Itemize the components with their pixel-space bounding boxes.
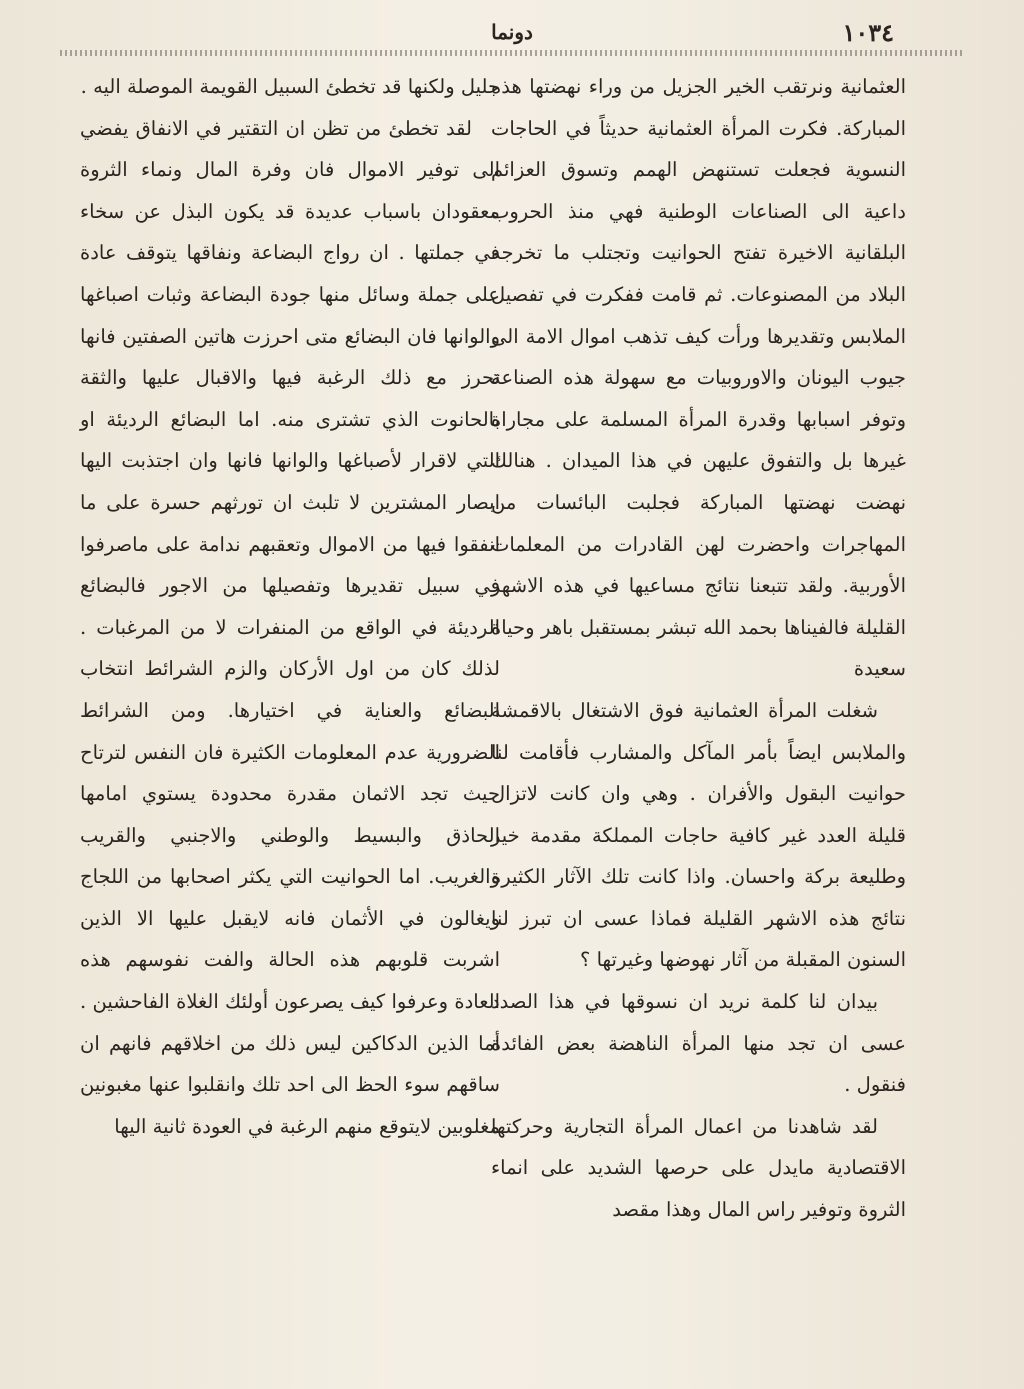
page-number: ١٠٣٤ (842, 18, 894, 47)
paragraph: بيدان لنا كلمة نريد ان نسوقها في هذا الصدد عسى ان تجد منها المرأة الناهضة بعض الفائدة فنقول . (491, 990, 906, 1097)
right-column (491, 66, 906, 1231)
paragraph: لقد تخطئ من تظن ان التقتير في الانفاق يفضي الى توفير الاموال فان وفرة المال ونماء الثروة معقودان باسباب عديدة قد يكون البذل عن سخاء في جملتها . ان رواج البضاعة ونفاقها يتوقف عادة على جملة وسائل منها جودة البضاعة وثبات اصباغها والوانها فان البضائع متى احرزت هاتين الصفتين فانها تحرز مع ذلك الرغبة فيها والاقبال عليها والثقة بالحانوت الذي تشترى منه. اما البضائع الرديئة او التي لاقرار لأصباغها والوانها فانها وان اجتذبت اليها ابصار المشترين لا تلبث ان تورثهم حسرة على ما انفقوا فيها من الاموال وتعقبهم ندامة على ماصرفوا في سبيل تقديرها وتفصيلها من الاجور فالبضائع الرديئة في الواقع من المنفرات لا من المرغبات . لذلك كان من اول الأركان والزم الشرائط انتخاب البضائع والعناية في اختيارها. ومن الشرائط الضرورية عدم المعلومات الكثيرة فان النفس لترتاح حيث تجد الاثمان مقدرة محدودة يستوي امامها الحاذق والبسيط والوطني والاجنبي والقريب والغريب. اما الحوانيت التي يكثر اصحابها من اللجاج ويغالون في الأثمان فانه لايقبل عليها الا الذين اشربت قلوبهم هذه الحالة والفت نفوسهم هذه العادة وعرفوا كيف يصرعون أولئك الغلاة الفاحشين . أما الذين الدكاكين ليس ذلك من اخلاقهم فانهم ان ساقهم سوء الحظ الى احد تلك وانقلبوا عنها مغبونين مغلوبين لايتوقع منهم الرغبة في العودة ثانية اليها (80, 116, 500, 1138)
running-title: دونما (491, 20, 533, 44)
page-header (70, 18, 954, 48)
header-wavy-rule (60, 50, 964, 56)
paragraph: لقد شاهدنا من اعمال المرأة التجارية وحركتها الاقتصادية مايدل على حرصها الشديد على انماء الثروة وتوفير راس المال وهذا مقصد (491, 1114, 906, 1222)
paragraph: جليل ولكنها قد تخطئ السبيل القويمة الموصلة اليه . (80, 75, 500, 98)
paragraph: العثمانية ونرتقب الخير الجزيل من وراء نهضتها هذه المباركة. فكرت المرأة العثمانية حديثاً في الحاجات النسوية فجعلت تستنهض الهمم وتسوق العزائم داعية الى الصناعات الوطنية فهي منذ الحروب البلقانية الاخيرة تفتح الحوانيت وتجتلب ما تخرجه البلاد من المصنوعات. ثم قامت ففكرت في تفصيل الملابس وتقديرها ورأت كيف تذهب اموال الامة الى جيوب اليونان والاوروبيات مع سهولة هذه الصناعة وتوفر اسبابها وقدرة المرأة المسلمة على مجاراة غيرها بل والتفوق عليهن في هذا الميدان . هنالك نهضت نهضتها المباركة فجلبت البائسات من المهاجرات واحضرت لهن القادرات من المعلمات الأوربية. ولقد تتبعنا نتائج مساعيها في هذه الاشهر القليلة فالفيناها بحمد الله تبشر بمستقبل باهر وحياة سعيدة (491, 75, 906, 681)
paragraph: شغلت المرأة العثمانية فوق الاشتغال بالاقمشة والملابس ايضاً بأمر المآكل والمشارب فأقامت لنا حوانيت البقول والأفران . وهي وان كانت لاتزال قليلة العدد غير كافية حاجات المملكة مقدمة خير وطليعة بركة واحسان. واذا كانت تلك الآثار الكثيرة نتائج هذه الاشهر القليلة فماذا عسى ان تبرز لنا السنون المقبلة من آثار نهوضها وغيرتها ؟ (491, 698, 906, 972)
left-column (80, 66, 500, 1147)
